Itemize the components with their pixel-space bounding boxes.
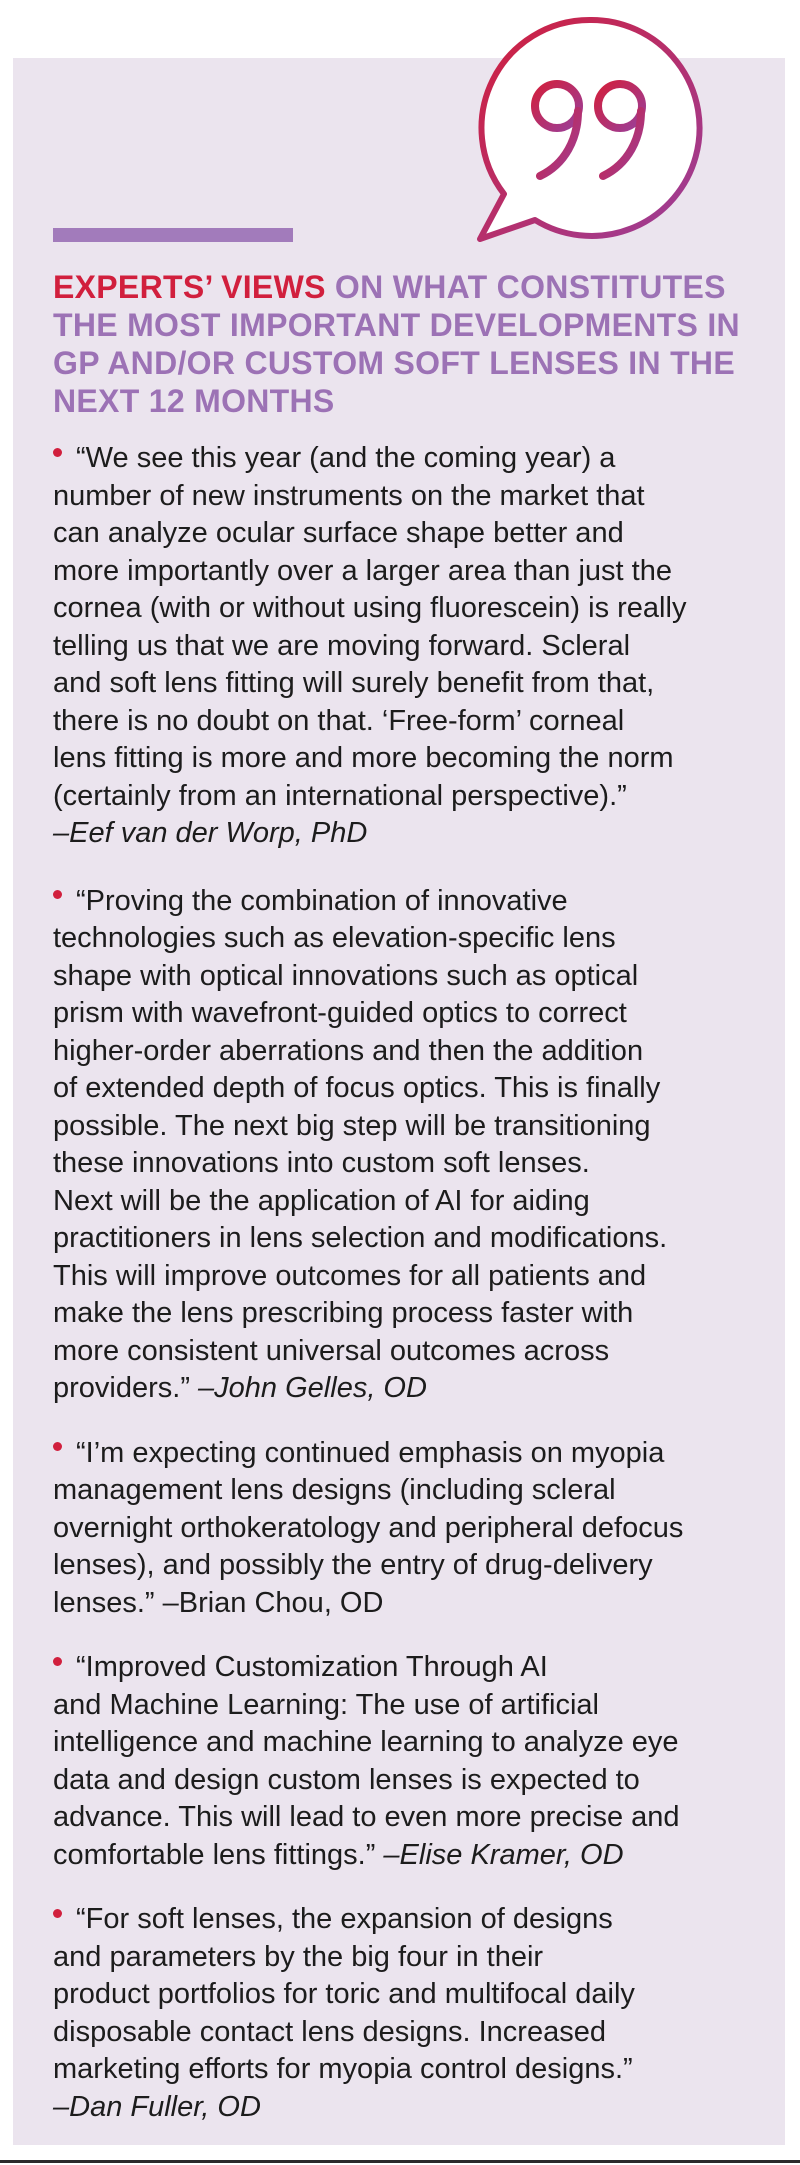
quote-line: number of new instruments on the market that <box>53 479 645 512</box>
bullet-icon <box>53 1657 62 1666</box>
quote-line: prism with wavefront-guided optics to correct <box>53 997 627 1029</box>
quote-line: product portfolios for toric and multifocal daily <box>53 1978 635 2010</box>
quote-line: and Machine Learning: The use of artificial <box>53 1688 599 1721</box>
quote-line: and soft lens fitting will surely benefit from that, <box>53 667 655 699</box>
heading-accent-text: EXPERTS’ VIEWS <box>53 269 326 305</box>
quote-line: of extended depth of focus optics. This is finally <box>53 1072 661 1104</box>
expert-quote-item <box>53 1435 768 1623</box>
bottom-divider <box>0 2160 800 2163</box>
quote-line: these innovations into custom soft lenses. <box>53 1147 590 1179</box>
quote-line: comfortable lens fittings.” –Elise Kramer, OD <box>53 1838 624 1871</box>
quote-line: cornea (with or without using fluorescein) is really <box>53 592 687 624</box>
quote-line: possible. The next big step will be transitioning <box>53 1109 651 1142</box>
quote-line: “I’m expecting continued emphasis on myopia <box>53 1435 768 1473</box>
quote-line: providers.” –John Gelles, OD <box>53 1372 427 1404</box>
bullet-icon <box>53 448 62 457</box>
quote-line: telling us that we are moving forward. Scleral <box>53 629 631 662</box>
quote-attribution: –John Gelles, OD <box>198 1372 427 1404</box>
quote-line: Next will be the application of AI for aiding <box>53 1184 590 1217</box>
quote-attribution: –Eef van der Worp, PhD <box>53 817 368 849</box>
heading-text: ON WHAT CONSTITUTES THE MOST IMPORTANT DEVELOPMENTS IN GP AND/OR CUSTOM SOFT LENSES IN THE NEXT 12 MONTHS <box>53 269 740 419</box>
quote-line: “Proving the combination of innovative <box>53 883 768 921</box>
quote-line: “We see this year (and the coming year) a <box>53 440 768 478</box>
bullet-icon <box>53 890 62 899</box>
quote-line: overnight orthokeratology and peripheral defocus <box>53 1511 684 1544</box>
quote-line: This will improve outcomes for all patients and <box>53 1259 647 1292</box>
quote-line: “For soft lenses, the expansion of designs <box>53 1901 768 1939</box>
quote-line: technologies such as elevation-specific lens <box>53 922 616 954</box>
quote-line: “Improved Customization Through AI <box>53 1649 768 1687</box>
expert-quote-item <box>53 883 768 1408</box>
quote-line: intelligence and machine learning to analyze eye <box>53 1726 679 1758</box>
quote-line: disposable contact lens designs. Increased <box>53 2015 606 2048</box>
quote-line: (certainly from an international perspective).” <box>53 779 627 812</box>
quote-line: can analyze ocular surface shape better and <box>53 517 624 549</box>
quote-line: data and design custom lenses is expected to <box>53 1763 640 1796</box>
heading-accent-bar <box>53 228 293 242</box>
bullet-icon <box>53 1442 62 1451</box>
quote-attribution: –Elise Kramer, OD <box>383 1838 624 1871</box>
quote-line: management lens designs (including scleral <box>53 1474 616 1506</box>
quotation-speech-bubble-icon <box>470 14 710 244</box>
quote-line: more importantly over a larger area than just the <box>53 554 672 587</box>
quote-line: make the lens prescribing process faster with <box>53 1297 634 1329</box>
quote-line: more consistent universal outcomes across <box>53 1334 610 1367</box>
quote-line: lenses.” –Brian Chou, OD <box>53 1586 384 1619</box>
quote-line: lens fitting is more and more becoming the norm <box>53 742 674 774</box>
expert-quote-item <box>53 440 768 853</box>
bullet-icon <box>53 1909 62 1918</box>
quote-line: higher-order aberrations and then the addition <box>53 1034 644 1067</box>
quote-line: marketing efforts for myopia control designs.” <box>53 2053 633 2085</box>
expert-quote-item <box>53 1649 768 1874</box>
quote-line: shape with optical innovations such as optical <box>53 959 639 992</box>
quote-line: there is no doubt on that. ‘Free-form’ corneal <box>53 704 625 737</box>
section-heading <box>53 268 753 420</box>
quote-line: practitioners in lens selection and modifications. <box>53 1222 668 1254</box>
quote-line: advance. This will lead to even more precise and <box>53 1801 680 1833</box>
quote-line: and parameters by the big four in their <box>53 1940 544 1973</box>
expert-quotes-list <box>53 440 768 2156</box>
expert-quote-item <box>53 1901 768 2126</box>
quote-line: lenses), and possibly the entry of drug-delivery <box>53 1549 653 1581</box>
quote-attribution: –Dan Fuller, OD <box>53 2090 261 2123</box>
